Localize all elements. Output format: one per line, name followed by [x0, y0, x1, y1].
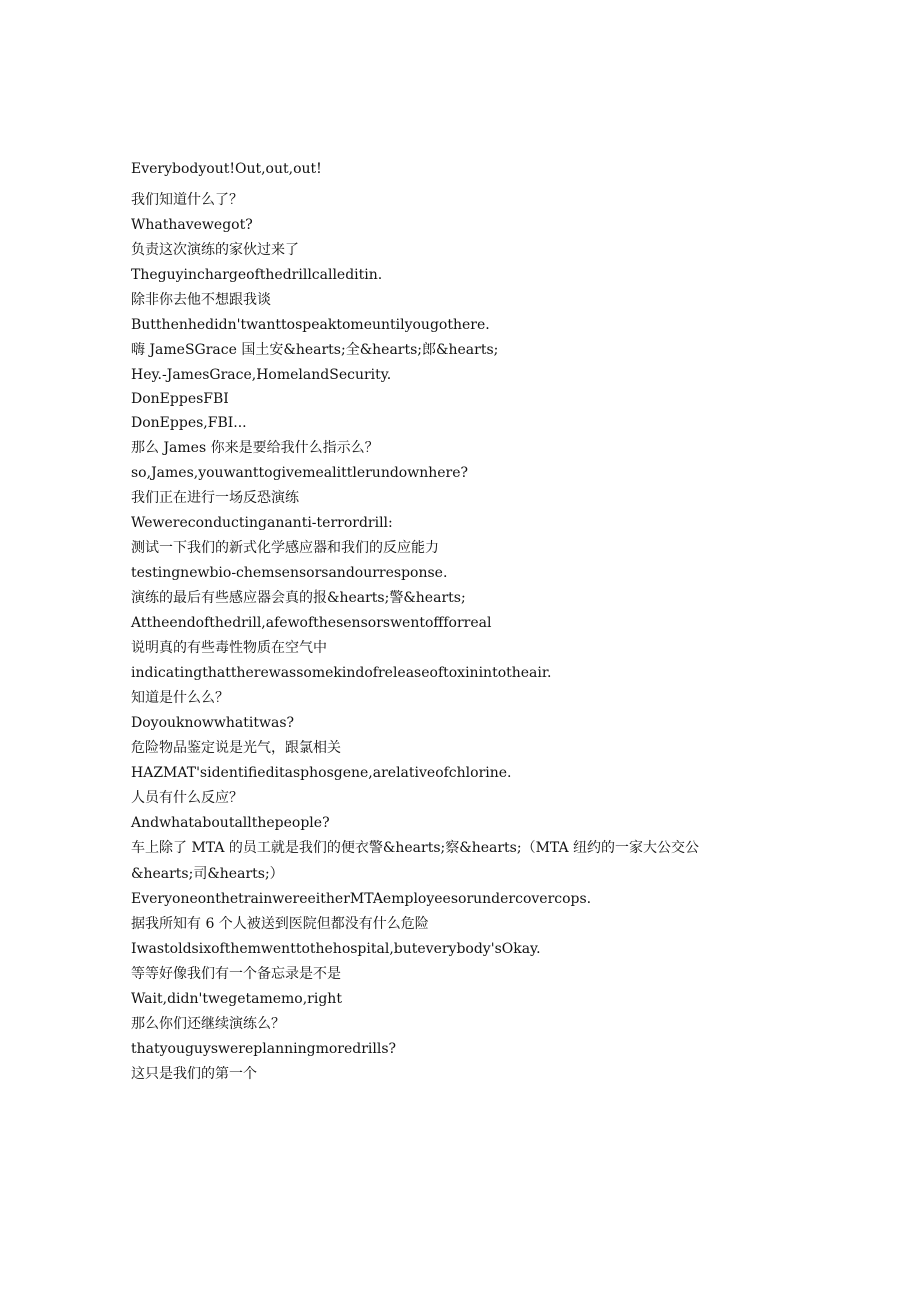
text-line: Butthenhedidn'twanttospeaktomeuntilyougothere. [131, 317, 490, 333]
text-line: indicatingthattherewassomekindofreleaseoftoxinintotheair. [131, 665, 552, 681]
text-line: Attheendofthedrill,afewofthesensorswentoffforreal [131, 615, 492, 631]
text-line: Everybodyout!Out,out,out! [131, 161, 322, 177]
text-line: 除非你去他不想跟我谈 [131, 292, 271, 308]
text-line: 说明真的有些毒性物质在空气中 [131, 640, 327, 656]
text-line: 嗨 JameSGrace 国土安&hearts;全&hearts;郎&hearts; [131, 342, 499, 358]
text-line: DonEppesFBI [131, 391, 229, 407]
text-line: &hearts;司&hearts;） [131, 866, 284, 882]
document-body [131, 158, 771, 1087]
text-line: 负责这次演练的家伙过来了 [131, 242, 299, 258]
text-line: 那么你们还继续演练么？ [131, 1016, 285, 1032]
text-line: 演练的最后有些感应器会真的报&hearts;警&hearts; [131, 590, 466, 606]
text-line: 这只是我们的第一个 [131, 1066, 257, 1082]
text-line: 知道是什么么？ [131, 690, 229, 706]
text-line: 据我所知有 6 个人被送到医院但都没有什么危险 [131, 916, 429, 932]
text-line: 我们正在进行一场反恐演练 [131, 490, 299, 506]
text-line: Doyouknowwhatitwas? [131, 715, 295, 731]
text-line: HAZMAT'sidentifieditasphosgene,arelativeofchlorine. [131, 765, 512, 781]
text-line: Andwhataboutallthepeople? [131, 815, 330, 831]
text-line: so,James,youwanttogivemealittlerundownhere? [131, 465, 469, 481]
text-line: 我们知道什么了？ [131, 192, 243, 208]
text-line: Hey.-JamesGrace,HomelandSecurity. [131, 367, 392, 383]
text-line: 那么 James 你来是要给我什么指示么？ [131, 440, 379, 456]
text-line: EveryoneonthetrainwereeitherMTAemployeesorundercovercops. [131, 891, 592, 907]
text-line: 车上除了 MTA 的员工就是我们的便衣警&hearts;察&hearts;（MTA 纽约的一家大公交公 [131, 840, 700, 856]
text-line: testingnewbio-chemsensorsandourresponse. [131, 565, 448, 581]
text-line: Iwastoldsixofthemwenttothehospital,buteverybody'sOkay. [131, 941, 541, 957]
text-line: 人员有什么反应？ [131, 790, 243, 806]
text-line: DonEppes,FBI... [131, 415, 247, 431]
text-line: Wewereconductingananti-terrordrill: [131, 515, 393, 531]
text-line: 危险物品鉴定说是光气，跟氯相关 [131, 740, 341, 756]
text-line: 测试一下我们的新式化学感应器和我们的反应能力 [131, 540, 439, 556]
text-line: Wait,didn'twegetamemo,right [131, 991, 342, 1007]
text-line: 等等好像我们有一个备忘录是不是 [131, 966, 341, 982]
text-line: Theguyinchargeofthedrillcalleditin. [131, 267, 383, 283]
text-line: thatyouguyswereplanningmoredrills? [131, 1041, 397, 1057]
text-line: Whathavewegot? [131, 217, 253, 233]
